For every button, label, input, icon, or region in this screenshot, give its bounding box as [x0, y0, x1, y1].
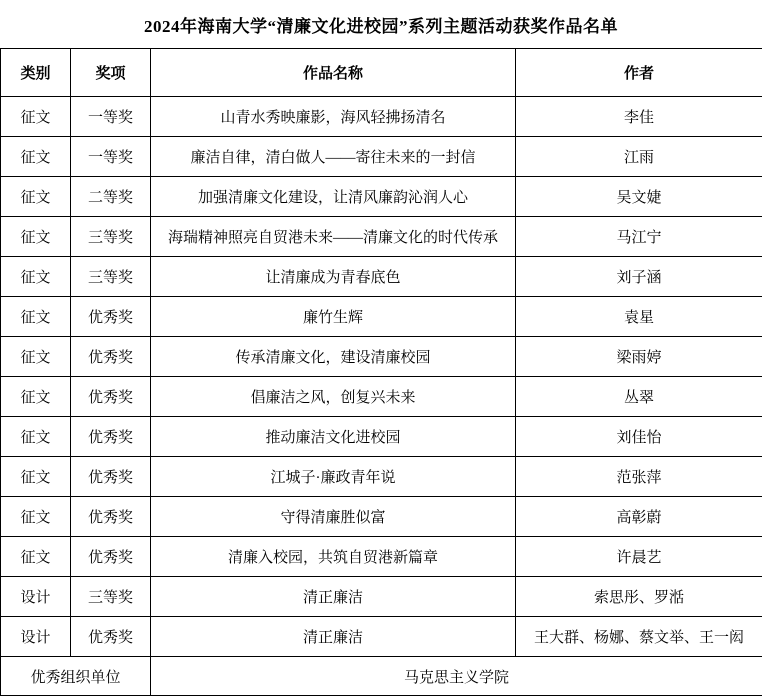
table-row — [1, 297, 762, 337]
table-row — [1, 257, 762, 297]
work-title-cell: 让清廉成为青春底色 — [151, 257, 516, 297]
work-title-cell: 推动廉洁文化进校园 — [151, 417, 516, 457]
column-header-award: 奖项 — [71, 49, 151, 97]
category-cell: 征文 — [1, 297, 71, 337]
category-cell: 设计 — [1, 617, 71, 657]
category-cell: 征文 — [1, 537, 71, 577]
author-cell: 梁雨婷 — [516, 337, 762, 377]
column-header-work: 作品名称 — [151, 49, 516, 97]
author-cell: 江雨 — [516, 137, 762, 177]
category-cell: 征文 — [1, 417, 71, 457]
column-header-category: 类别 — [1, 49, 71, 97]
award-cell: 三等奖 — [71, 257, 151, 297]
work-title-cell: 倡廉洁之风，创复兴未来 — [151, 377, 516, 417]
page-title: 2024年海南大学“清廉文化进校园”系列主题活动获奖作品名单 — [144, 16, 618, 36]
table-row — [1, 137, 762, 177]
awards-table — [0, 48, 762, 696]
category-cell: 设计 — [1, 577, 71, 617]
work-title-cell: 清正廉洁 — [151, 617, 516, 657]
table-row — [1, 97, 762, 137]
author-cell: 李佳 — [516, 97, 762, 137]
work-title-cell: 清正廉洁 — [151, 577, 516, 617]
category-cell: 征文 — [1, 457, 71, 497]
footer-value-cell: 马克思主义学院 — [151, 657, 762, 696]
award-cell: 优秀奖 — [71, 537, 151, 577]
award-cell: 优秀奖 — [71, 377, 151, 417]
header-row — [1, 49, 762, 97]
footer-row — [1, 657, 762, 696]
work-title-cell: 江城子·廉政青年说 — [151, 457, 516, 497]
work-title-cell: 廉竹生辉 — [151, 297, 516, 337]
award-cell: 优秀奖 — [71, 417, 151, 457]
award-cell: 三等奖 — [71, 577, 151, 617]
award-cell: 优秀奖 — [71, 497, 151, 537]
author-cell: 马江宁 — [516, 217, 762, 257]
table-header — [1, 49, 762, 97]
award-cell: 优秀奖 — [71, 617, 151, 657]
award-cell: 三等奖 — [71, 217, 151, 257]
work-title-cell: 海瑞精神照亮自贸港未来——清廉文化的时代传承 — [151, 217, 516, 257]
category-cell: 征文 — [1, 257, 71, 297]
work-title-cell: 清廉入校园，共筑自贸港新篇章 — [151, 537, 516, 577]
award-cell: 一等奖 — [71, 137, 151, 177]
author-cell: 索思彤、罗湉 — [516, 577, 762, 617]
table-row — [1, 617, 762, 657]
author-cell: 刘佳怡 — [516, 417, 762, 457]
category-cell: 征文 — [1, 337, 71, 377]
author-cell: 高彰蔚 — [516, 497, 762, 537]
footer-label-cell: 优秀组织单位 — [1, 657, 151, 696]
table-row — [1, 177, 762, 217]
table-footer — [1, 657, 762, 696]
award-cell: 二等奖 — [71, 177, 151, 217]
table-body — [1, 97, 762, 657]
work-title-cell: 守得清廉胜似富 — [151, 497, 516, 537]
table-row — [1, 577, 762, 617]
work-title-cell: 加强清廉文化建设，让清风廉韵沁润人心 — [151, 177, 516, 217]
award-cell: 优秀奖 — [71, 337, 151, 377]
table-row — [1, 377, 762, 417]
category-cell: 征文 — [1, 137, 71, 177]
category-cell: 征文 — [1, 177, 71, 217]
work-title-cell: 传承清廉文化，建设清廉校园 — [151, 337, 516, 377]
award-cell: 优秀奖 — [71, 457, 151, 497]
author-cell: 王大群、杨娜、蔡文举、王一闳 — [516, 617, 762, 657]
category-cell: 征文 — [1, 217, 71, 257]
author-cell: 袁星 — [516, 297, 762, 337]
work-title-cell: 山青水秀映廉影，海风轻拂扬清名 — [151, 97, 516, 137]
table-row — [1, 537, 762, 577]
author-cell: 吴文婕 — [516, 177, 762, 217]
author-cell: 许晨艺 — [516, 537, 762, 577]
category-cell: 征文 — [1, 377, 71, 417]
author-cell: 丛翠 — [516, 377, 762, 417]
table-row — [1, 417, 762, 457]
category-cell: 征文 — [1, 497, 71, 537]
table-row — [1, 217, 762, 257]
work-title-cell: 廉洁自律，清白做人——寄往未来的一封信 — [151, 137, 516, 177]
table-row — [1, 337, 762, 377]
column-header-author: 作者 — [516, 49, 762, 97]
award-cell: 优秀奖 — [71, 297, 151, 337]
author-cell: 刘子涵 — [516, 257, 762, 297]
table-row — [1, 457, 762, 497]
category-cell: 征文 — [1, 97, 71, 137]
table-row — [1, 497, 762, 537]
author-cell: 范张萍 — [516, 457, 762, 497]
award-cell: 一等奖 — [71, 97, 151, 137]
